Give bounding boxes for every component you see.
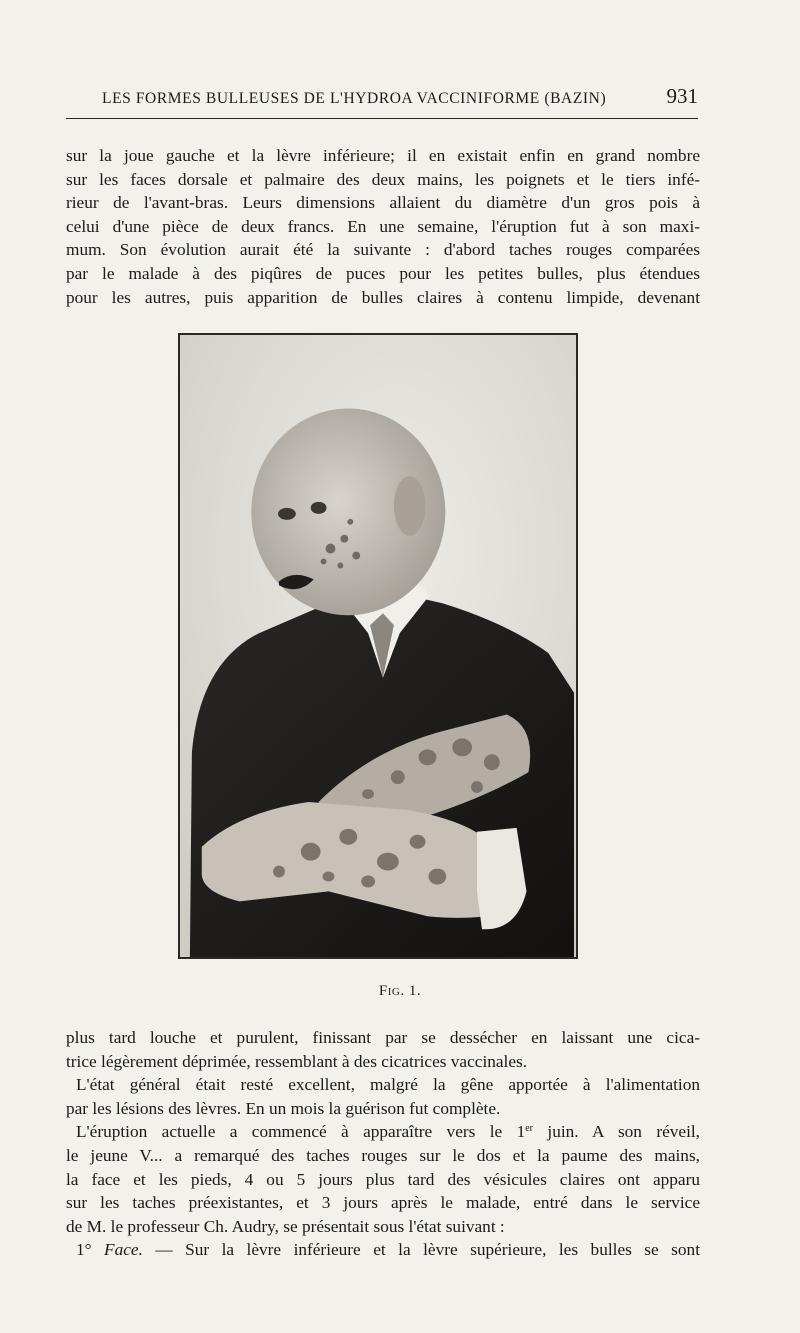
text-run: 1°: [76, 1240, 105, 1260]
text-line: plus tard louche et purulent, finissant par se dessécher en laissant une cica-: [66, 1028, 700, 1047]
text-line: sur les faces dorsale et palmaire des deux mains, les poignets et le tiers infé-: [66, 169, 700, 189]
text-line: sur les taches préexistantes, et 3 jours après le malade, entré dans le service: [66, 1193, 700, 1213]
text-line: de M. le professeur Ch. Audry, se présentait sous l'état suivant :: [66, 1216, 505, 1236]
figure-caption: Fig. 1.: [378, 983, 422, 999]
text-line: [66, 1120, 700, 1144]
text-line: le jeune V... a remarqué des taches rouges sur le dos et la paume des mains,: [66, 1145, 700, 1165]
text-line: mum. Son évolution aurait été la suivante : d'abord taches rouges comparées: [66, 240, 700, 260]
text-line: par les lésions des lèvres. En un mois la guérison fut complète.: [66, 1098, 501, 1118]
text-line: par le malade à des piqûres de puces pour les petites bulles, plus étendues: [66, 263, 700, 283]
paragraph-top: [66, 144, 700, 309]
text-line: L'état général était resté excellent, malgré la gêne apportée à l'alimentation: [76, 1075, 700, 1095]
text-line: rieur de l'avant-bras. Leurs dimensions allaient du diamètre d'un gros pois à: [66, 193, 700, 213]
superscript: er: [525, 1123, 534, 1135]
text-line: [66, 1238, 700, 1262]
text-run: L'éruption actuelle a commencé à apparaître vers le 1: [76, 1122, 526, 1142]
running-head: [66, 84, 698, 119]
text-line: celui d'une pièce de deux francs. En une semaine, l'éruption fut à son maxi-: [66, 216, 700, 236]
running-title: LES FORMES BULLEUSES DE L'HYDROA VACCINIFORME (BAZIN): [102, 90, 607, 107]
section-label-face: Face.: [104, 1240, 143, 1260]
page-number: 931: [666, 84, 698, 108]
text-line: sur la joue gauche et la lèvre inférieure; il en existait enfin en grand nombre: [66, 146, 700, 165]
paragraph-bottom: [66, 1026, 700, 1262]
text-line: la face et les pieds, 4 ou 5 jours plus tard des vésicules claires ont apparu: [66, 1169, 700, 1189]
patient-photograph: [180, 335, 576, 957]
text-run: — Sur la lèvre inférieure et la lèvre supérieure, les bulles se sont: [142, 1240, 700, 1260]
text-line: pour les autres, puis apparition de bulles claires à contenu limpide, devenant: [66, 287, 700, 307]
text-run: juin. A son réveil,: [533, 1122, 700, 1142]
text-line: trice légèrement déprimée, ressemblant à des cicatrices vaccinales.: [66, 1051, 528, 1071]
figure-photograph: [178, 333, 578, 959]
